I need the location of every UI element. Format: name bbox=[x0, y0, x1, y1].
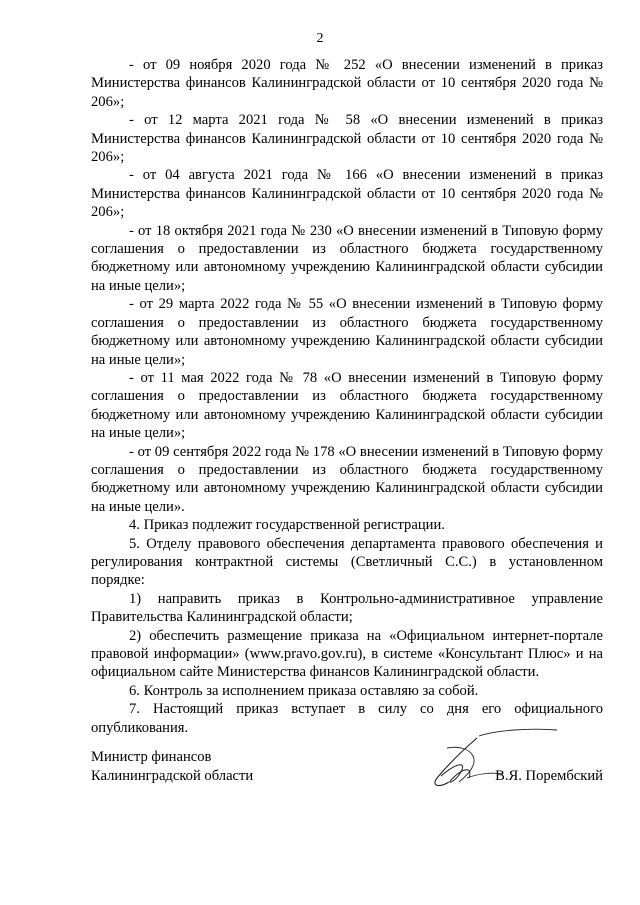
amendment-item-2: - от 12 марта 2021 года № 58 «О внесении изменений в приказ Министерства финансов Калининградской области от 10 сентября 2020 года № 206»; bbox=[91, 112, 603, 166]
clause-6: 6. Контроль за исполнением приказа оставляю за собой. bbox=[129, 682, 479, 699]
amendment-item-1: - от 09 ноября 2020 года № 252 «О внесении изменений в приказ Министерства финансов Калининградской области от 10 сентября 2020 года № 206»; bbox=[91, 57, 603, 110]
signatory-position bbox=[91, 748, 253, 786]
clause-5: 5. Отделу правового обеспечения департамента правового обеспечения и регулирования контрактной системы (Светличный С.С.) в установленном порядке: bbox=[91, 535, 603, 589]
page-number: 2 bbox=[316, 31, 324, 46]
handwritten-signature bbox=[411, 726, 561, 798]
document-body bbox=[91, 56, 603, 737]
clause-7: 7. Настоящий приказ вступает в силу со дня его официального опубликования. bbox=[91, 701, 603, 736]
amendment-item-6: - от 11 мая 2022 года № 78 «О внесении изменений в Типовую форму соглашения о предоставлении из областного бюджета государственному бюджетному или автономному учреждению Калининградской области субсидии на иные цели»; bbox=[91, 369, 603, 442]
amendment-item-4: - от 18 октября 2021 года № 230 «О внесении изменений в Типовую форму соглашения о предоставлении из областного бюджета государственному бюджетному или автономному учреждению Калининградской области субсидии на иные цели»; bbox=[91, 222, 603, 294]
amendment-item-5: - от 29 марта 2022 года № 55 «О внесении изменений в Типовую форму соглашения о предоставлении из областного бюджета государственному бюджетному или автономному учреждению Калининградской области субсидии на иные цели»; bbox=[91, 296, 603, 368]
clause-4: 4. Приказ подлежит государственной регистрации. bbox=[129, 517, 445, 534]
signature-block bbox=[91, 748, 603, 798]
signatory-name: В.Я. Порембский bbox=[495, 768, 603, 784]
amendment-item-3: - от 04 августа 2021 года № 166 «О внесении изменений в приказ Министерства финансов Калининградской области от 10 сентября 2020 года № 206»; bbox=[91, 167, 603, 221]
clause-5-subitem-1: 1) направить приказ в Контрольно-административное управление Правительства Калининградской области; bbox=[91, 590, 603, 626]
signatory-position-text: Министр финансов Калининградской области bbox=[91, 749, 254, 784]
amendment-item-7: - от 09 сентября 2022 года № 178 «О внесении изменений в Типовую форму соглашения о предоставлении из областного бюджета государственному бюджетному или автономному учреждению Калининградской области субсидии на иные цели». bbox=[91, 443, 603, 515]
clause-5-subitem-2: 2) обеспечить размещение приказа на «Официальном интернет-портале правовой информации» (www.pravo.gov.ru), в системе «Консультант Плюс» и на официальном сайте Министерства финансов Калининградской области. bbox=[91, 627, 603, 681]
